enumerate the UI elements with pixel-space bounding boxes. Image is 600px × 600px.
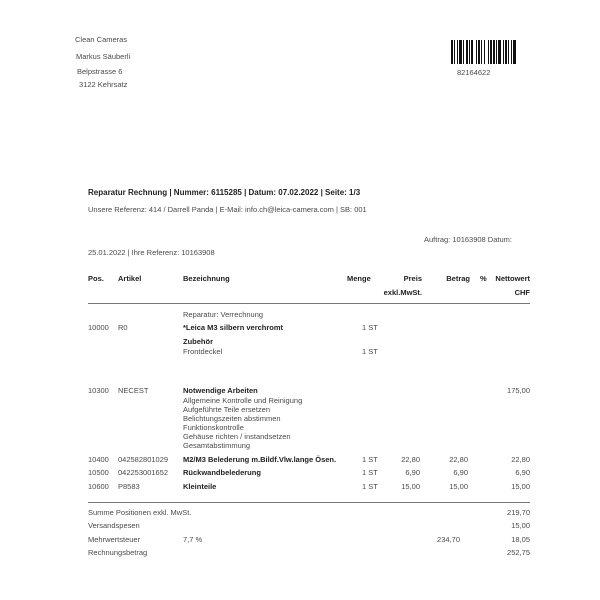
barcode-bar (493, 40, 495, 64)
col-nettowert: Nettowert (495, 274, 530, 283)
part-quantity: 1 ST (362, 468, 378, 477)
barcode-bar (513, 40, 516, 64)
barcode (451, 40, 521, 64)
barcode-bar (451, 40, 453, 64)
col-betrag: Betrag (446, 274, 470, 283)
part-quantity: 1 ST (362, 455, 378, 464)
versand-value: 15,00 (511, 521, 530, 530)
rechnungsbetrag-label: Rechnungsbetrag (88, 548, 148, 557)
mwst-rate: 7,7 % (183, 535, 203, 544)
part-description: Kleinteile (183, 482, 217, 491)
col-bezeichnung: Bezeichnung (183, 274, 230, 283)
barcode-bar (490, 40, 492, 64)
date-reference: 25.01.2022 | Ihre Referenz: 10163908 (88, 248, 215, 257)
col-menge: Menge (347, 274, 371, 283)
mwst-label: Mehrwertsteuer (88, 535, 141, 544)
barcode-bar (511, 40, 512, 64)
barcode-bar (505, 40, 507, 64)
sender-company: Clean Cameras (75, 35, 128, 44)
work-artikel: NECEST (118, 386, 149, 395)
col-preis: Preis (403, 274, 422, 283)
work-item: Aufgeführte Teile ersetzen (183, 405, 271, 414)
row-pos: 10000 (88, 323, 109, 332)
part-artikel: 042253001652 (118, 468, 169, 477)
part-betrag: 22,80 (449, 455, 468, 464)
col-preis-sub: exkl.MwSt. (383, 288, 422, 297)
mwst-value: 18,05 (511, 535, 530, 544)
invoice-title: Reparatur Rechnung | Nummer: 6115285 | Datum: 07.02.2022 | Seite: 1/3 (88, 188, 361, 197)
barcode-bar (463, 40, 464, 64)
barcode-bar (496, 40, 497, 64)
part-artikel: 042582801029 (118, 455, 169, 464)
barcode-bar (471, 40, 473, 64)
part-quantity: 1 ST (362, 482, 378, 491)
col-artikel: Artikel (118, 274, 142, 283)
barcode-bar (454, 40, 455, 64)
part-pos: 10500 (88, 468, 109, 477)
work-item: Funktionskontrolle (183, 423, 244, 432)
sender-street: Belpstrasse 6 (77, 67, 123, 76)
part-netto: 15,00 (511, 482, 530, 491)
part-description: M2/M3 Belederung m.Bildf.Vlw.lange Ösen. (183, 455, 337, 464)
reparatur-label: Reparatur: Verrechnung (183, 310, 264, 319)
row-quantity: 1 ST (362, 323, 378, 332)
barcode-number: 82164622 (457, 68, 491, 77)
work-value: 175,00 (507, 386, 530, 395)
part-betrag: 15,00 (449, 482, 468, 491)
part-netto: 22,80 (511, 455, 530, 464)
col-percent: % (480, 274, 487, 283)
summe-value: 219,70 (507, 508, 530, 517)
barcode-bar (478, 40, 480, 64)
barcode-bar (498, 40, 501, 64)
work-item: Gehäuse richten / instandsetzen (183, 432, 291, 441)
row-description: *Leica M3 silbern verchromt (183, 323, 284, 332)
work-item: Belichtungszeiten abstimmen (183, 414, 281, 423)
part-price: 15,00 (401, 482, 420, 491)
totals-rule (88, 502, 530, 503)
col-pos: Pos. (88, 274, 104, 283)
part-description: Rückwandbelederung (183, 468, 261, 477)
barcode-bar (469, 40, 470, 64)
header-rule (88, 303, 530, 304)
versand-label: Versandspesen (88, 521, 140, 530)
part-price: 6,90 (405, 468, 420, 477)
barcode-bar (484, 40, 485, 64)
sender-city: 3122 Kehrsatz (79, 80, 128, 89)
barcode-bar (476, 40, 477, 64)
zubehoer-heading: Zubehör (183, 337, 213, 346)
summe-label: Summe Positionen exkl. MwSt. (88, 508, 192, 517)
part-price: 22,80 (401, 455, 420, 464)
part-pos: 10400 (88, 455, 109, 464)
frontdeckel-quantity: 1 ST (362, 347, 378, 356)
rechnungsbetrag-value: 252,75 (507, 548, 530, 557)
reference-line: Unsere Referenz: 414 / Darrell Panda | E-Mail: info.ch@leica-camera.com | SB: 001 (88, 205, 367, 214)
work-pos: 10300 (88, 386, 109, 395)
work-item: Gesamtabstimmung (183, 441, 251, 450)
part-pos: 10600 (88, 482, 109, 491)
work-title: Notwendige Arbeiten (183, 386, 258, 395)
mwst-base: 234,70 (437, 535, 460, 544)
col-nettowert-sub: CHF (514, 288, 530, 297)
barcode-bar (459, 40, 462, 64)
part-netto: 6,90 (515, 468, 530, 477)
frontdeckel-item: Frontdeckel (183, 347, 223, 356)
sender-name: Markus Säuberli (76, 52, 131, 61)
row-artikel: R0 (118, 323, 128, 332)
auftrag-line: Auftrag: 10163908 Datum: (424, 235, 512, 244)
work-item: Allgemeine Kontrolle und Reinigung (183, 396, 303, 405)
part-artikel: P8583 (118, 482, 140, 491)
barcode-bar (457, 40, 458, 64)
barcode-bar (481, 40, 482, 64)
barcode-bar (508, 40, 509, 64)
barcode-bar (488, 40, 489, 64)
barcode-bar (503, 40, 504, 64)
barcode-bar (466, 40, 468, 64)
part-betrag: 6,90 (453, 468, 468, 477)
